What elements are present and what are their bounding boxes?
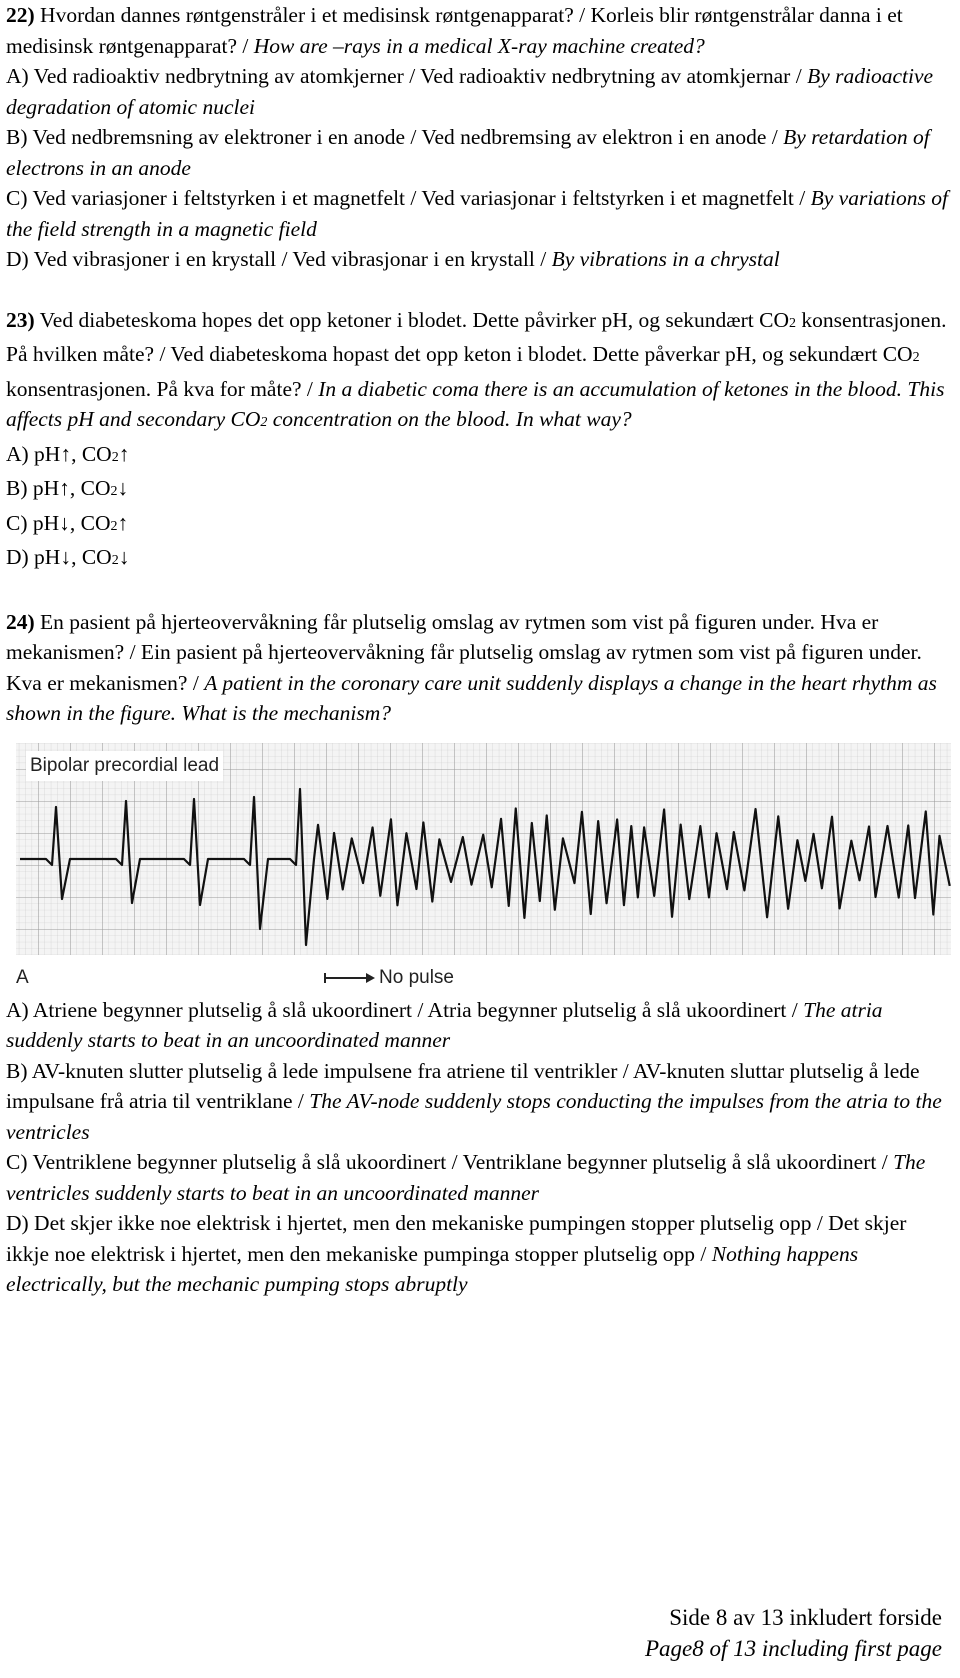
option-d-english: Nothing happens electrically, but the mechanic pumping stops abruptly — [6, 1241, 859, 1296]
option-a-norwegian: A) Ved radioaktiv nedbrytning av atomkjerner / Ved radioaktiv nedbrytning av atomkjernar / — [6, 64, 808, 88]
exam-page — [6, 0, 951, 1300]
option-c-norwegian: C) Ved variasjoner i feltstyrken i et magnetfelt / Ved variasjonar i feltstyrken i et magnetfelt / — [6, 186, 811, 210]
question-24-english: A patient in the coronary care unit suddenly displays a change in the heart rhythm as shown in the figure. What is the mechanism? — [6, 670, 937, 725]
option-a-english: The atria suddenly starts to beat in an uncoordinated manner — [6, 997, 883, 1052]
option-b-english: By retardation of electrons in an anode — [6, 125, 930, 180]
question-23-english-part1: In a diabetic coma there is an accumulation of ketones in the blood. This affects pH and secondary CO — [6, 376, 945, 431]
question-22-option-c — [6, 183, 951, 244]
co-label: , CO — [71, 441, 112, 466]
page-number-english: Page8 of 13 including first page — [644, 1636, 942, 1661]
option-b-english: The AV-node suddenly stops conducting the impulses from the atria to the ventricles — [6, 1089, 942, 1144]
question-23-english-part2: concentration on the blood. In what way? — [267, 407, 632, 431]
question-23-norwegian-part3: konsentrasjonen. På kva for måte? / — [6, 376, 319, 401]
subscript-2: 2 — [110, 518, 118, 534]
ecg-lead-title: Bipolar precordial lead — [26, 751, 223, 782]
question-22-norwegian: Hvordan dannes røntgenstråler i et medisinsk røntgenapparat? / Korleis blir røntgenstrålar danna i et medisinsk røntgenapparat? / — [6, 3, 903, 58]
up-arrow-icon: ↑ — [59, 476, 70, 500]
option-c-english: The ventricles suddenly starts to beat in an uncoordinated manner — [6, 1150, 926, 1205]
question-23-option-d — [6, 542, 951, 577]
co-label: , CO — [71, 545, 112, 569]
option-d-norwegian: D) Det skjer ikke noe elektrisk i hjertet, men den mekaniske pumpingen stopper plutselig opp / Det skjer ikkje noe elektrisk i hjertet, men den mekaniske pumpinga stopper plutselig opp / — [6, 1211, 907, 1266]
page-number-norwegian: Side 8 av 13 inkludert forside — [669, 1605, 942, 1630]
question-23-number: 23) — [6, 307, 35, 332]
ecg-panel-label: A — [16, 966, 29, 988]
no-pulse-label: No pulse — [379, 966, 454, 988]
question-22-option-a — [6, 61, 951, 122]
page-footer — [645, 1602, 942, 1664]
subscript-2: 2 — [111, 553, 119, 568]
question-24-option-b — [6, 1056, 951, 1148]
option-c-english: By variations of the field strength in a magnetic field — [6, 186, 948, 241]
question-23-option-b — [6, 473, 951, 508]
option-c-norwegian: C) Ventriklene begynner plutselig å slå ukoordinert / Ventriklane begynner plutselig å slå ukoordinert / — [6, 1150, 894, 1174]
question-23-option-c — [6, 508, 951, 543]
question-22-english: How are –rays in a medical X-ray machine created? — [253, 33, 705, 58]
option-label: C) pH — [6, 510, 60, 535]
option-a-norwegian: A) Atriene begynner plutselig å slå ukoordinert / Atria begynner plutselig å slå ukoordinert / — [6, 997, 804, 1022]
question-22-option-d — [6, 244, 951, 275]
question-24-text — [6, 607, 951, 729]
subscript-2: 2 — [789, 315, 796, 331]
option-label: D) pH — [6, 545, 61, 569]
option-b-norwegian: B) Ved nedbremsning av elektroner i en anode / Ved nedbremsing av elektron i en anode / — [6, 125, 784, 149]
question-24-norwegian: En pasient på hjerteovervåkning får plutselig omslag av rytmen som vist på figuren under. Hva er mekanismen? / Ein pasient på hjerteovervåkning får plutselig omslag av rytmen som vist på figuren under. Kva er mekanismen? / — [6, 609, 922, 695]
up-arrow-icon: ↑ — [117, 510, 129, 535]
question-22-option-b — [6, 122, 951, 183]
question-24-option-c — [6, 1147, 951, 1208]
option-b-norwegian: B) AV-knuten slutter plutselig å lede impulsene fra atriene til ventrikler / AV-knuten sluttar plutselig å lede impulsane frå atria til ventriklane / — [6, 1058, 920, 1113]
up-arrow-icon: ↑ — [118, 441, 130, 466]
option-label: B) pH — [6, 476, 60, 500]
question-24-option-d — [6, 1208, 951, 1300]
co-label: , CO — [69, 476, 111, 500]
down-arrow-icon: ↓ — [59, 510, 70, 535]
option-a-english: By radioactive degradation of atomic nuclei — [6, 64, 934, 119]
question-24-number: 24) — [6, 609, 35, 634]
no-pulse-annotation — [324, 963, 454, 994]
question-22-text — [6, 0, 951, 61]
question-23-text — [6, 305, 951, 439]
ecg-figure — [6, 737, 956, 989]
down-arrow-icon: ↓ — [118, 545, 130, 569]
question-23-norwegian-part1: Ved diabeteskoma hopes det opp ketoner i blodet. Dette påvirker pH, og sekundært CO — [34, 307, 789, 332]
subscript-2: 2 — [260, 415, 268, 430]
question-23-norwegian-part2: konsentrasjonen. På hvilken måte? / Ved diabeteskoma hopast det opp keton i blodet. Dette påverkar pH, og sekundært CO — [6, 307, 947, 366]
down-arrow-icon: ↓ — [117, 476, 129, 500]
right-arrow-icon — [324, 973, 375, 983]
option-d-english: By vibrations in a chrystal — [551, 247, 780, 271]
option-d-norwegian: D) Ved vibrasjoner i en krystall / Ved vibrasjonar i en krystall / — [6, 247, 552, 271]
co-label: , CO — [69, 510, 111, 535]
subscript-2: 2 — [110, 484, 118, 499]
option-label: A) pH — [6, 441, 61, 466]
subscript-2: 2 — [912, 350, 920, 365]
question-23-option-a — [6, 439, 951, 474]
up-arrow-icon: ↑ — [60, 441, 72, 466]
question-22-number: 22) — [6, 3, 35, 27]
subscript-2: 2 — [111, 449, 119, 465]
down-arrow-icon: ↓ — [60, 545, 72, 569]
question-24-option-a — [6, 995, 951, 1056]
